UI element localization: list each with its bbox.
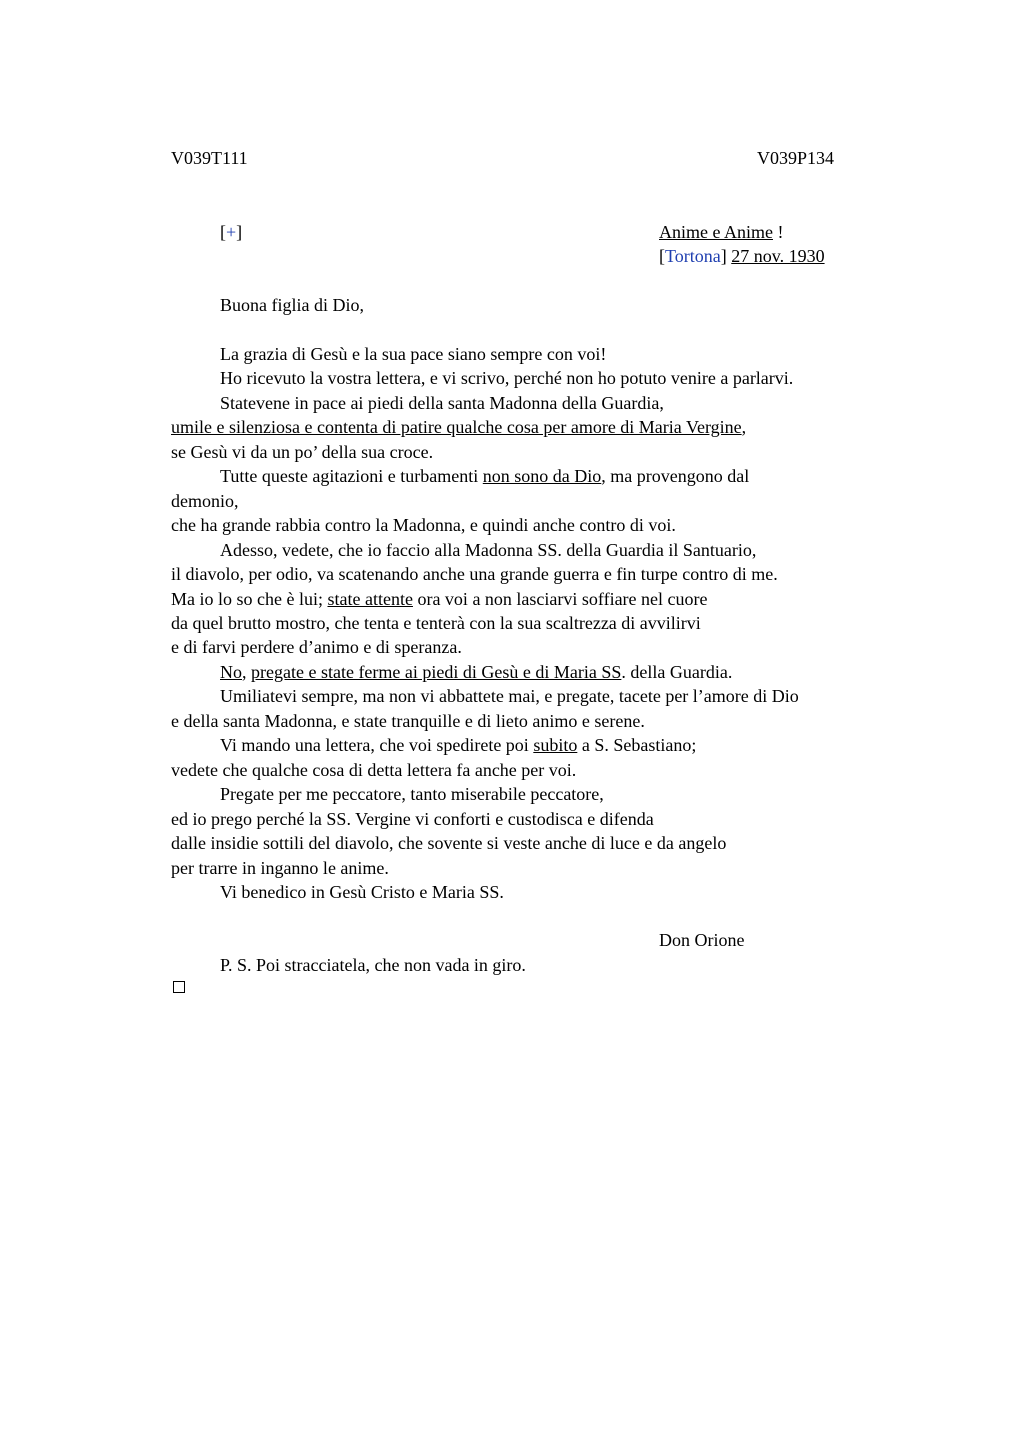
body-text: Vi mando una lettera, che voi spedirete poi bbox=[220, 735, 534, 755]
salutation: Buona figlia di Dio, bbox=[220, 295, 364, 315]
underlined-text: non sono da Dio bbox=[482, 466, 602, 486]
cross-mark bbox=[220, 220, 242, 244]
underlined-text: pregate e state ferme ai piedi di Gesù e di Maria SS bbox=[251, 662, 622, 682]
body-line: per trarre in inganno le anime. bbox=[171, 858, 389, 878]
body-line: Vi benedico in Gesù Cristo e Maria SS. bbox=[220, 882, 504, 902]
body-line: che ha grande rabbia contro la Madonna, e quindi anche contro di voi. bbox=[171, 515, 676, 535]
place-bracket-open: [ bbox=[659, 246, 665, 266]
document-code-left: V039T111 bbox=[171, 148, 248, 168]
body-text: , bbox=[741, 417, 747, 437]
body-line bbox=[220, 660, 732, 684]
body-line: ed io prego perché la SS. Vergine vi conforti e custodisca e difenda bbox=[171, 809, 654, 829]
bracket-close: ] bbox=[236, 222, 243, 242]
title-suffix: ! bbox=[772, 222, 784, 242]
body-line: Adesso, vedete, che io faccio alla Madonna SS. della Guardia il Santuario, bbox=[220, 540, 757, 560]
body-text: ora voi a non lasciarvi soffiare nel cuore bbox=[412, 589, 708, 609]
bracket-open: [ bbox=[220, 222, 226, 242]
title-text: Anime e Anime bbox=[659, 222, 773, 242]
body-line: dalle insidie sottili del diavolo, che sovente si veste anche di luce e da angelo bbox=[171, 833, 727, 853]
body-line: La grazia di Gesù e la sua pace siano sempre con voi! bbox=[220, 344, 607, 364]
document-code-right: V039P134 bbox=[757, 148, 835, 168]
body-line: e di farvi perdere d’animo e di speranza. bbox=[171, 637, 462, 657]
body-line bbox=[220, 733, 696, 757]
body-line bbox=[171, 415, 746, 439]
body-text: , ma provengono dal bbox=[601, 466, 750, 486]
letter-date: 27 nov. 1930 bbox=[731, 246, 825, 266]
underlined-text: No bbox=[220, 662, 242, 682]
plus-mark: + bbox=[226, 222, 237, 242]
body-text: Ma io lo so che è lui; bbox=[171, 589, 328, 609]
place-bracket-close: ] bbox=[720, 246, 727, 266]
body-line: il diavolo, per odio, va scatenando anche una grande guerra e fin turpe contro di me. bbox=[171, 564, 778, 584]
body-line bbox=[220, 464, 749, 488]
body-line: Statevene in pace ai piedi della santa Madonna della Guardia, bbox=[220, 393, 664, 413]
body-text: a S. Sebastiano; bbox=[577, 735, 697, 755]
body-line: da quel brutto mostro, che tenta e tenterà con la sua scaltrezza di avvilirvi bbox=[171, 613, 701, 633]
signature: Don Orione bbox=[659, 930, 745, 950]
body-line bbox=[171, 587, 708, 611]
body-line: Pregate per me peccatore, tanto miserabile peccatore, bbox=[220, 784, 604, 804]
underlined-text: state attente bbox=[327, 589, 413, 609]
postscript: P. S. Poi stracciatela, che non vada in giro. bbox=[220, 955, 526, 975]
body-line: vedete che qualche cosa di detta lettera fa anche per voi. bbox=[171, 760, 577, 780]
underlined-text: umile e silenziosa e contenta di patire qualche cosa per amore di Maria Vergine bbox=[171, 417, 742, 437]
place-date bbox=[659, 244, 825, 268]
checkbox-icon bbox=[173, 981, 185, 993]
body-text: , bbox=[242, 662, 251, 682]
body-line: Ho ricevuto la vostra lettera, e vi scrivo, perché non ho potuto venire a parlarvi. bbox=[220, 368, 794, 388]
letter-title bbox=[659, 220, 783, 244]
body-text: Tutte queste agitazioni e turbamenti bbox=[220, 466, 483, 486]
body-text: . della Guardia. bbox=[621, 662, 733, 682]
body-line: e della santa Madonna, e state tranquille e di lieto animo e serene. bbox=[171, 711, 645, 731]
body-line: se Gesù vi da un po’ della sua croce. bbox=[171, 442, 434, 462]
underlined-text: subito bbox=[533, 735, 578, 755]
body-line: demonio, bbox=[171, 491, 239, 511]
place: Tortona bbox=[665, 246, 721, 266]
body-line: Umiliatevi sempre, ma non vi abbattete mai, e pregate, tacete per l’amore di Dio bbox=[220, 686, 799, 706]
